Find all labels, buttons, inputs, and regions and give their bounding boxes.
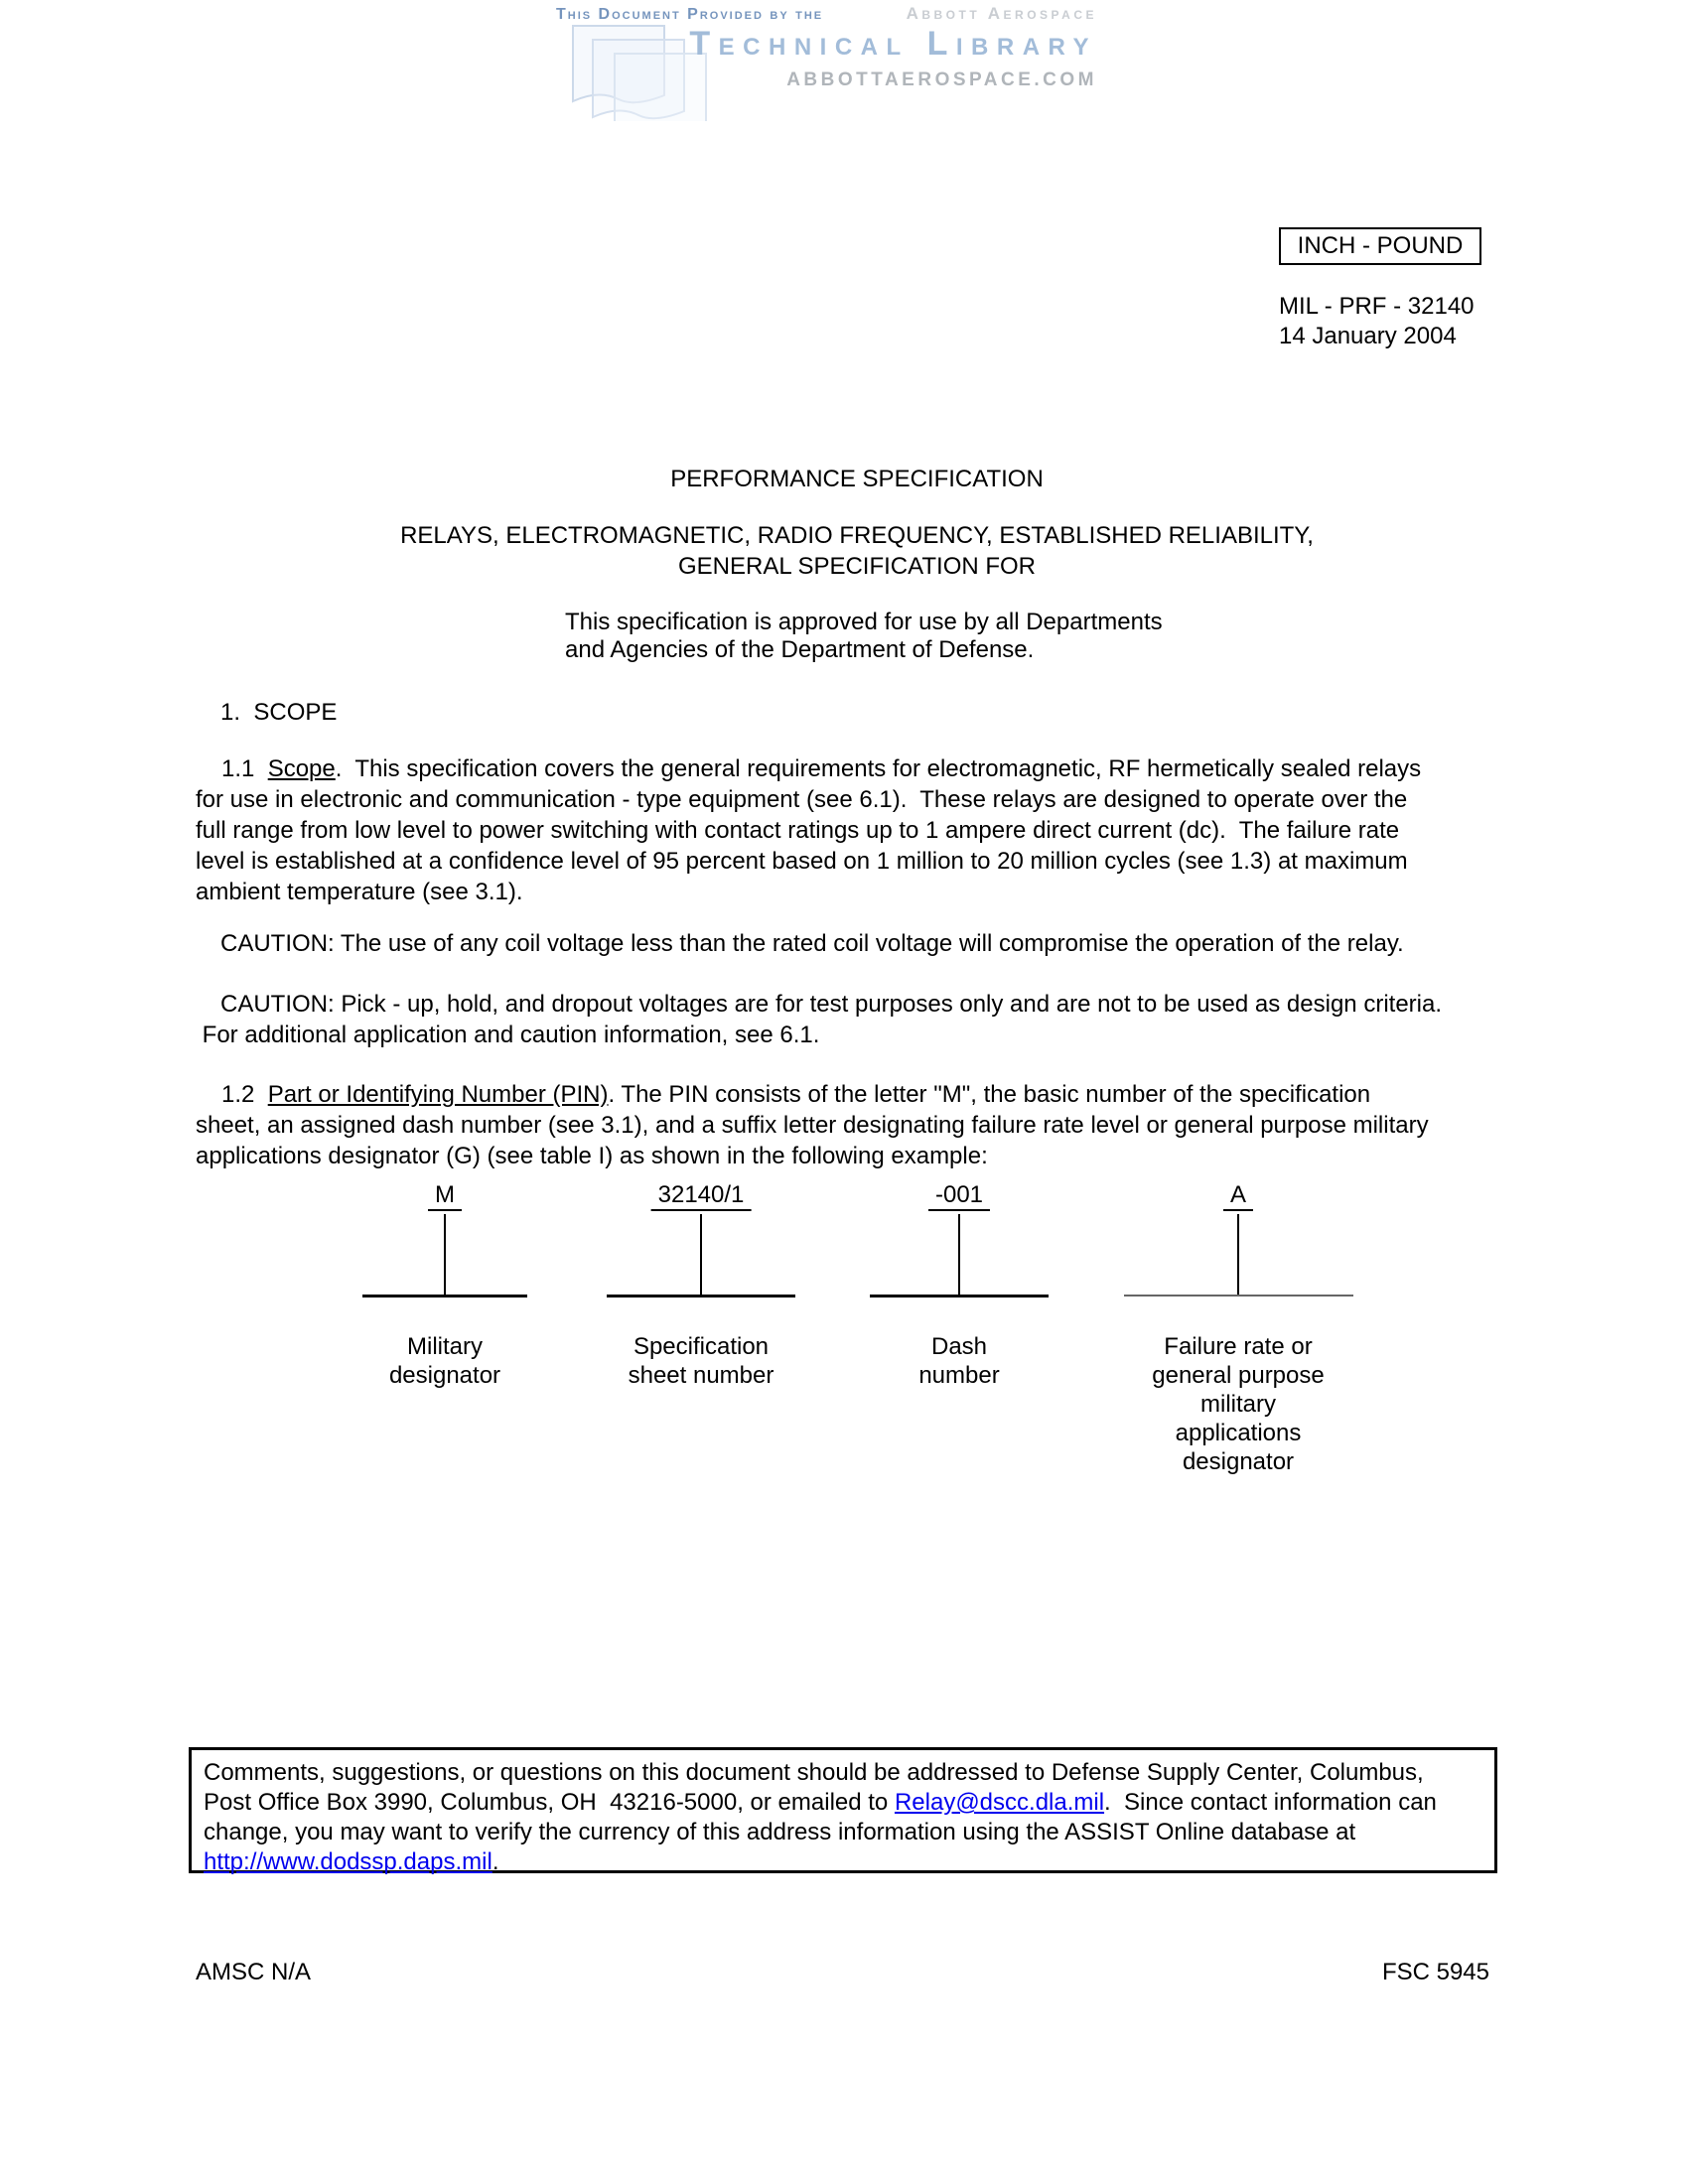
text-line: level is established at a confidence level of 95 percent based on 1 million to 20 million cycles (see 1.3) at maximum (196, 848, 1408, 875)
pin-label-line: general purpose (1152, 1362, 1325, 1389)
pin-segment-code: M (428, 1182, 462, 1211)
pin-connector-line (444, 1214, 446, 1296)
approval-line-1: This specification is approved for use by all Departments (565, 609, 1163, 635)
logo-site-url: ABBOTTAEROSPACE.COM (786, 69, 1097, 90)
comments-address-box (189, 1747, 1497, 1873)
pin-label-line: Failure rate or (1164, 1333, 1313, 1360)
pin-segment-label (1099, 1332, 1377, 1476)
amsc-number: AMSC N/A (196, 1959, 312, 1985)
doc-subject-title (26, 520, 1688, 582)
pin-segment-code: -001 (928, 1182, 990, 1211)
caution-statement-2 (196, 989, 1496, 1050)
pin-connector-line (1237, 1214, 1239, 1296)
text-line: ambient temperature (see 3.1). (196, 879, 523, 905)
assist-url-link[interactable]: http://www.dodssp.daps.mil (204, 1848, 492, 1875)
paragraph-1-2-first-line (196, 1079, 1486, 1110)
logo-top-row (556, 4, 1097, 24)
pin-base-line (870, 1295, 1049, 1297)
pin-segment-label (820, 1332, 1098, 1390)
comments-text: Post Office Box 3990, Columbus, OH 43216-5000, or emailed to (204, 1789, 895, 1816)
section-scope-heading: 1. SCOPE (220, 699, 338, 726)
pin-label-line: designator (1182, 1448, 1295, 1475)
pin-segment-label (306, 1332, 584, 1390)
logo-provided-by-text: This Document Provided by the (556, 6, 824, 23)
caution-statement-1: CAUTION: The use of any coil voltage less than the rated coil voltage will compromise the operation of the relay. (220, 930, 1404, 957)
comments-line-2 (204, 1788, 1471, 1818)
text-line: For additional application and caution information, see 6.1. (196, 1022, 820, 1048)
scope-term-underlined: Scope (267, 755, 336, 782)
paragraph-1-2-body-lines (196, 1110, 1486, 1171)
pin-base-line (362, 1295, 527, 1297)
text-line: applications designator (G) (see table I) as shown in the following example: (196, 1143, 988, 1169)
pin-term-underlined: Part or Identifying Number (PIN) (267, 1081, 609, 1108)
approval-statement (565, 609, 1163, 664)
pin-segment-code: 32140/1 (651, 1182, 752, 1211)
approval-line-2: and Agencies of the Department of Defense. (565, 636, 1035, 663)
paragraph-text: . The PIN consists of the letter "M", the basic number of the specification (608, 1081, 1371, 1108)
fsc-number: FSC 5945 (1381, 1959, 1489, 1985)
paragraph-number: 1.1 (221, 755, 268, 782)
logo-brand-text: Abbott Aerospace (906, 4, 1097, 23)
pin-base-line (1124, 1295, 1353, 1297)
paragraph-number: 1.2 (221, 1081, 268, 1108)
paragraph-text: . This specification covers the general requirements for electromagnetic, RF hermetically sealed relays (335, 755, 1422, 782)
caution-2-lines (196, 989, 1496, 1050)
pin-label-line: Military (407, 1333, 483, 1360)
comments-line-1: Comments, suggestions, or questions on this document should be addressed to Defense Supply Center, Columbus, (204, 1759, 1424, 1786)
pin-connector-line (700, 1214, 702, 1296)
comments-line-3: change, you may want to verify the currency of this address information using the ASSIST Online database at (204, 1819, 1356, 1845)
technical-library-logo (556, 4, 1097, 91)
inch-pound-stamp (1279, 227, 1481, 265)
paragraph-1-1-body-lines (196, 784, 1486, 907)
spec-number: MIL - PRF - 32140 (1279, 293, 1475, 320)
spec-date: 14 January 2004 (1279, 323, 1457, 349)
text-line: for use in electronic and communication - type equipment (see 6.1). These relays are designed to operate over the (196, 786, 1408, 813)
inch-pound-label: INCH - POUND (1297, 232, 1464, 259)
pin-label-line: military (1200, 1391, 1276, 1418)
comments-text: . (492, 1848, 499, 1875)
pin-segment-label (562, 1332, 840, 1390)
subject-line-2: GENERAL SPECIFICATION FOR (677, 553, 1037, 580)
pin-label-line: Dash (930, 1333, 988, 1360)
comments-text: . Since contact information can (1104, 1789, 1437, 1816)
pin-label-line: Specification (633, 1333, 770, 1360)
subject-line-1: RELAYS, ELECTROMAGNETIC, RADIO FREQUENCY, ESTABLISHED RELIABILITY, (400, 522, 1314, 549)
paragraph-1-2 (196, 1079, 1486, 1171)
pin-base-line (607, 1295, 795, 1297)
text-line: CAUTION: Pick - up, hold, and dropout voltages are for test purposes only and are not to be used as design criteria. (220, 991, 1442, 1018)
email-link[interactable]: Relay@dscc.dla.mil (894, 1789, 1105, 1816)
paragraph-1-1-first-line (196, 753, 1486, 784)
pin-connector-line (958, 1214, 960, 1296)
text-line: sheet, an assigned dash number (see 3.1), and a suffix letter designating failure rate level or general purpose military (196, 1112, 1429, 1139)
spec-identifier-block (1279, 292, 1475, 351)
comments-line-4 (204, 1847, 1471, 1877)
paragraph-1-1 (196, 753, 1486, 907)
pin-segment-code: A (1223, 1182, 1253, 1211)
pin-label-line: applications (1175, 1420, 1302, 1446)
logo-library-text: Technical Library (689, 25, 1097, 63)
text-line: full range from low level to power switching with contact ratings up to 1 ampere direct current (dc). The failure rate (196, 817, 1400, 844)
pin-label-line: number (918, 1362, 1000, 1389)
pin-label-line: sheet number (628, 1362, 774, 1389)
doc-type-title: PERFORMANCE SPECIFICATION (670, 466, 1044, 492)
pin-label-line: designator (388, 1362, 501, 1389)
